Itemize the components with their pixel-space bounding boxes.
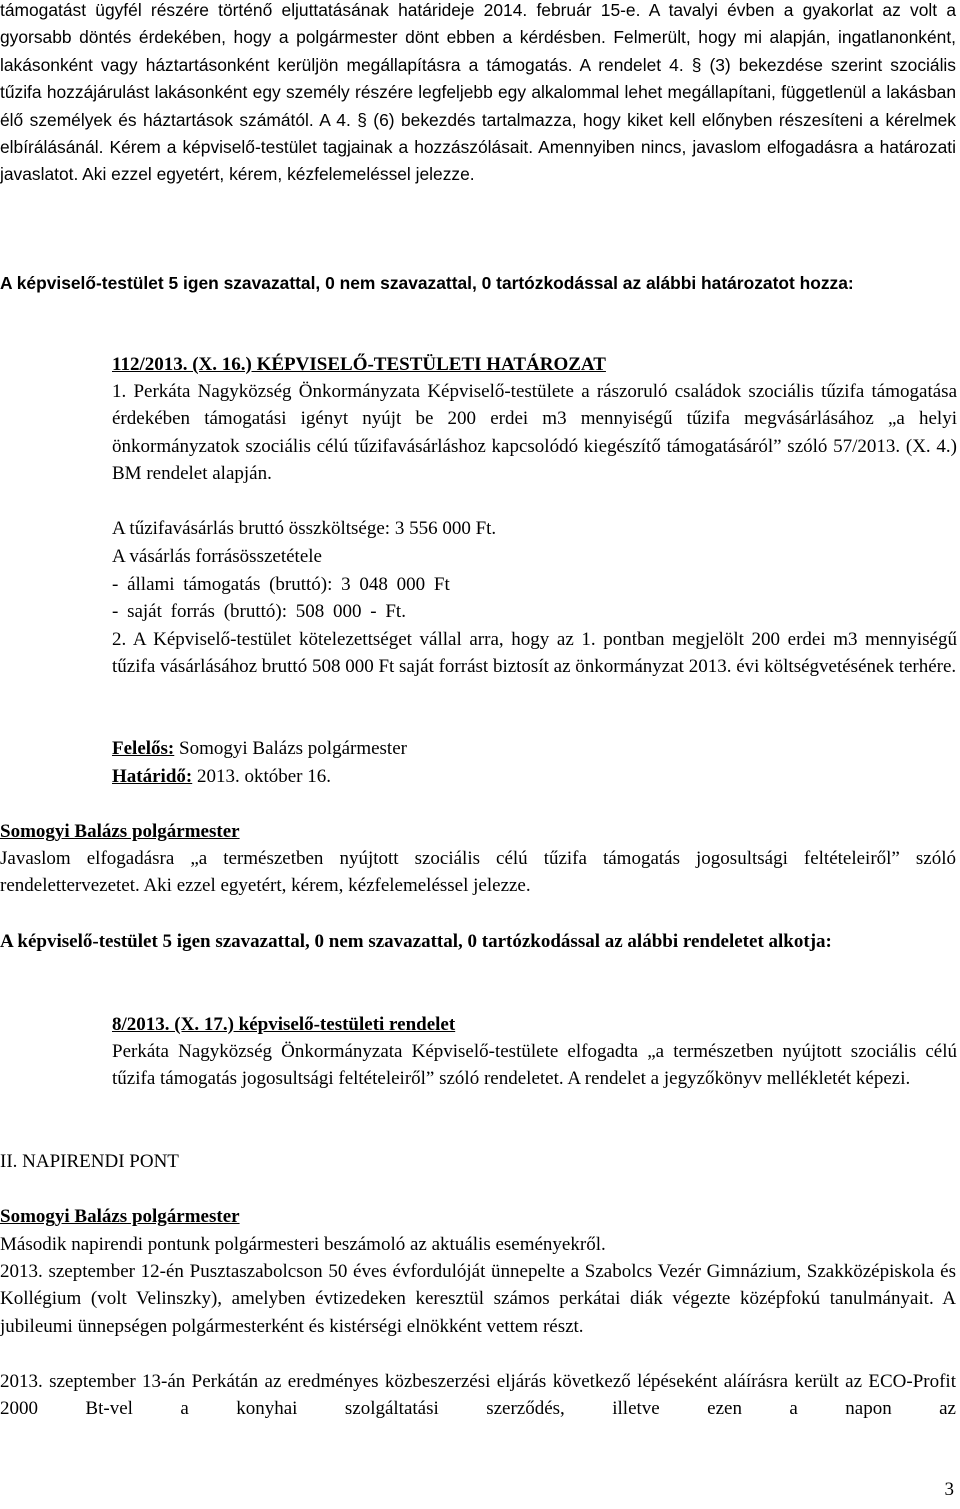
purchase-total-cost: A tűzifavásárlás bruttó összköltsége: 3 556 000 Ft. — [112, 518, 497, 539]
deadline-line — [112, 763, 957, 790]
deadline-label: Határidő: — [112, 766, 193, 787]
report-paragraph: 2013. szeptember 12-én Pusztaszabolcson 50 éves évfordulóját ünnepelte a Szabolcs Vezér Gimnázium, Szakközépiskola és Kollégium (volt Velinszky), amelyben évtizedeken keresztül számos perkátai diák végezte középfokú tanulmányait. A jubileumi ünnepségen polgármesterként és kistérségi elnökként vettem részt. — [0, 1261, 956, 1337]
resolution-point-2: 2. A Képviselő-testület kötelezettséget vállal arra, hogy az 1. pontban megjelölt 200 erdei m3 mennyiségű tűzifa vásárlásához bruttó 508 000 Ft saját forrást biztosít az önkormányzat 2013. évi költségvetésének terhére. — [112, 629, 957, 678]
funding-item-own: - saját forrás (bruttó): 508 000 - Ft. — [112, 601, 406, 622]
responsible-value: Somogyi Balázs polgármester — [174, 738, 407, 759]
decree-text: Perkáta Nagyközség Önkormányzata Képviselő-testülete elfogadta „a természetben nyújtott szociális célú tűzifa támogatás jogosultsági feltételeiről” szóló rendeletet. A rendelet a jegyzőkönyv mellékletét képezi. — [112, 1041, 957, 1090]
funding-composition-label: A vásárlás forrásösszetétele — [112, 546, 322, 567]
vote-statement-decree: A képviselő-testület 5 igen szavazattal, 0 nem szavazattal, 0 tartózkodással az alábbi rendeletet alkotja: — [0, 931, 832, 952]
resolution-title: 112/2013. (X. 16.) KÉPVISELŐ-TESTÜLETI HATÁROZAT — [112, 354, 606, 375]
funding-item-state: - állami támogatás (bruttó): 3 048 000 Ft — [112, 574, 450, 595]
page-number: 3 — [944, 1479, 954, 1500]
speaker-name: Somogyi Balázs polgármester — [0, 1206, 240, 1227]
decree-title: 8/2013. (X. 17.) képviselő-testületi rendelet — [112, 1014, 456, 1035]
deadline-value: 2013. október 16. — [192, 766, 332, 787]
intro-paragraph: támogatást ügyfél részére történő eljuttatásának határideje 2014. február 15-e. A tavalyi évben a gyakorlat az volt a gyorsabb döntés érdekében, hogy a polgármester dönt ebben a kérdésben. Felmerült, hogy mi alapján, ingatlanonként, lakásonként vagy háztartásonként kerüljön megállapításra a támogatás. A rendelet 4. § (3) bekezdése szerint szociális tűzifa hozzájárulást lakásonként egy személy részére legfeljebb egy alkalommal lehet megállapítani, függetlenül a lakásban élő személyek és háztartások számától. A 4. § (6) bekezdés tartalmazza, hogy kiket kell előnyben részesíteni a kérelmek elbírálásánál. Kérem a képviselő-testület tagjainak a hozzászólásait. Amennyiben nincs, javaslom elfogadásra a határozati javaslatot. Aki ezzel egyetért, kérem, kézfelemeléssel jelezze. — [0, 0, 956, 185]
responsible-label: Felelős: — [112, 738, 175, 759]
agenda-point-heading: II. NAPIRENDI PONT — [0, 1151, 179, 1172]
responsible-line — [112, 735, 957, 762]
speaker-name: Somogyi Balázs polgármester — [0, 821, 240, 842]
resolution-point-1: 1. Perkáta Nagyközség Önkormányzata Képviselő-testülete a rászoruló családok szociális tűzifa támogatása érdekében támogatási igényt nyújt be 200 erdei m3 mennyiségű tűzifa megvásárlásához „a helyi önkormányzatok szociális célú tűzifavásárláshoz kapcsolódó kiegészítő támogatásáról” szóló 57/2013. (X. 4.) BM rendelet alapján. — [112, 381, 957, 485]
vote-statement-resolution: A képviselő-testület 5 igen szavazattal, 0 nem szavazattal, 0 tartózkodással az alábbi határozatot hozza: — [0, 273, 854, 293]
report-paragraph: 2013. szeptember 13-án Perkátán az eredményes közbeszerzési eljárás következő lépéseként aláírásra került az ECO-Profit 2000 Bt-vel a konyhai szolgáltatási szerződés, illetve ezen a napon az — [0, 1371, 956, 1420]
speaker-statement: Javaslom elfogadásra „a természetben nyújtott szociális célú tűzifa támogatás jogosultsági feltételeiről” szóló rendelettervezetet. Aki ezzel egyetért, kérem, kézfelemeléssel jelezze. — [0, 848, 956, 897]
report-intro: Második napirendi pontunk polgármesteri beszámoló az aktuális eseményekről. — [0, 1234, 606, 1255]
